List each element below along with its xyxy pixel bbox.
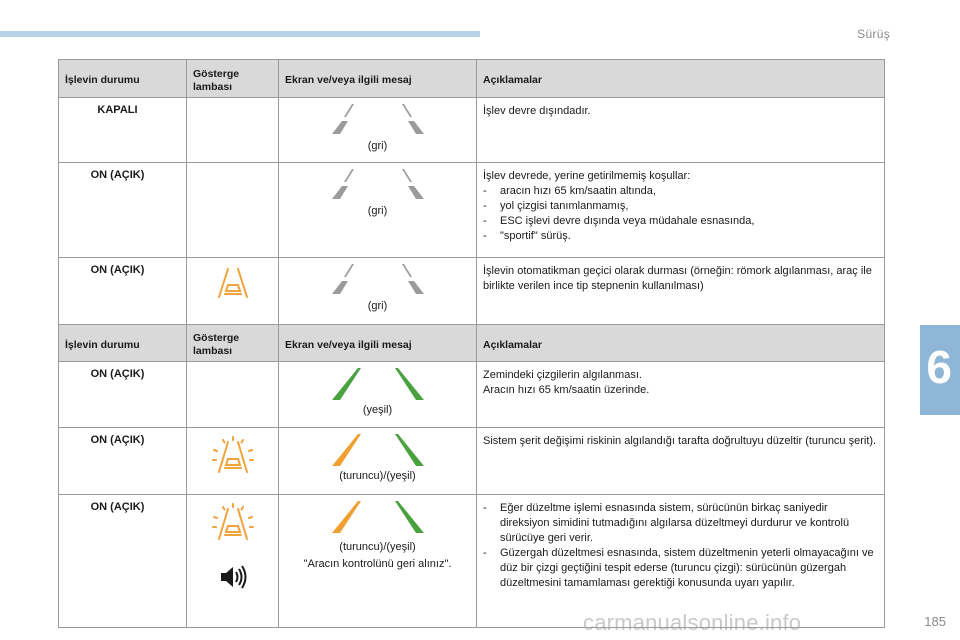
lamp-cell	[187, 428, 279, 495]
notes-cell	[477, 495, 885, 628]
state-cell: ON (AÇIK)	[59, 258, 187, 329]
col-header-notes: Açıklamalar	[477, 60, 885, 98]
display-cell	[279, 362, 477, 428]
lamp-cell	[187, 163, 279, 258]
lamp-cell	[187, 495, 279, 628]
lane-keep-assist-lamp-icon	[211, 503, 255, 543]
list-item: - Güzergah düzeltmesi esnasında, sistem düzeltmenin yeterli olmayacağını ve düz bir çizgi geçtiğini tespit ederse (turuncu çizgi): sürücünün güzergah düzeltmesini tamamlaması gerektiği konusunda uyarı yapılır.	[483, 546, 878, 591]
status-table-1	[58, 59, 885, 329]
table-row	[59, 428, 885, 495]
notes-list	[483, 184, 878, 244]
lamp-cell	[187, 98, 279, 163]
list-item: - yol çizgisi tanımlanmamış,	[483, 199, 878, 214]
state-cell: ON (AÇIK)	[59, 362, 187, 428]
lane-lines-icon	[328, 500, 428, 534]
notes-line: Aracın hızı 65 km/saatin üzerinde.	[483, 384, 650, 396]
notes-cell	[477, 362, 885, 428]
list-item: - aracın hızı 65 km/saatin altında,	[483, 184, 878, 199]
display-caption: (gri)	[367, 140, 388, 152]
table-row	[59, 98, 885, 163]
lane-lines-icon	[328, 367, 428, 401]
section-title: Sürüş	[857, 27, 890, 41]
table-row	[59, 362, 885, 428]
chapter-number: 6	[926, 341, 952, 393]
speaker-icon	[218, 563, 248, 591]
display-cell	[279, 98, 477, 163]
page-number: 185	[924, 614, 946, 629]
notes-cell	[477, 163, 885, 258]
top-accent-bar	[0, 31, 480, 37]
table-header-row	[59, 60, 885, 98]
table-row	[59, 258, 885, 329]
list-item: - Eğer düzeltme işlemi esnasında sistem, sürücünün birkaç saniyedir direksiyon simidini tutmadığını algılarsa düzeltmeyi durdurur ve kontrolü sürücüye geri verir.	[483, 501, 878, 546]
lamp-cell	[187, 258, 279, 329]
table-header-row	[59, 325, 885, 362]
display-cell	[279, 258, 477, 329]
watermark: carmanualsonline.info	[583, 610, 802, 635]
col-header-lamp: Gösterge lambası	[187, 325, 279, 362]
state-cell: KAPALI	[59, 98, 187, 163]
display-caption: (gri)	[367, 205, 388, 217]
lane-keep-assist-lamp-icon	[211, 436, 255, 476]
display-cell	[279, 163, 477, 258]
state-cell: ON (AÇIK)	[59, 428, 187, 495]
state-cell: ON (AÇIK)	[59, 163, 187, 258]
notes-cell: İşlevin otomatikman geçici olarak durması (örneğin: römork algılanması, araç ile birlikte verilen ince tip stepnenin kullanılması)	[477, 258, 885, 329]
col-header-notes: Açıklamalar	[477, 325, 885, 362]
list-item: - ESC işlevi devre dışında veya müdahale esnasında,	[483, 214, 878, 229]
col-header-state: İşlevin durumu	[59, 60, 187, 98]
col-header-display: Ekran ve/veya ilgili mesaj	[279, 60, 477, 98]
table-row	[59, 163, 885, 258]
display-caption: (gri)	[367, 300, 388, 312]
col-header-lamp: Gösterge lambası	[187, 60, 279, 98]
table-row	[59, 495, 885, 628]
notes-cell: Sistem şerit değişimi riskinin algılandığı tarafta doğrultuyu düzeltir (turuncu şerit).	[477, 428, 885, 495]
lane-lines-icon	[328, 103, 428, 137]
lane-keep-assist-lamp-icon	[215, 266, 251, 300]
display-cell	[279, 495, 477, 628]
notes-line: Zemindeki çizgilerin algılanması.	[483, 369, 642, 381]
status-table-2	[58, 324, 885, 628]
lane-lines-icon	[328, 168, 428, 202]
lane-lines-icon	[328, 263, 428, 297]
display-caption: (turuncu)/(yeşil)	[339, 541, 416, 553]
lane-lines-icon	[328, 433, 428, 467]
notes-list	[483, 501, 878, 591]
col-header-display: Ekran ve/veya ilgili mesaj	[279, 325, 477, 362]
lamp-cell	[187, 362, 279, 428]
display-cell	[279, 428, 477, 495]
display-caption: (yeşil)	[362, 404, 393, 416]
notes-intro: İşlev devrede, yerine getirilmemiş koşullar:	[483, 170, 691, 182]
state-cell: ON (AÇIK)	[59, 495, 187, 628]
display-message: "Aracın kontrolünü geri alınız".	[303, 558, 452, 570]
notes-cell: İşlev devre dışındadır.	[477, 98, 885, 163]
list-item: - "sportif" sürüş.	[483, 229, 878, 244]
col-header-state: İşlevin durumu	[59, 325, 187, 362]
display-caption: (turuncu)/(yeşil)	[339, 470, 416, 482]
